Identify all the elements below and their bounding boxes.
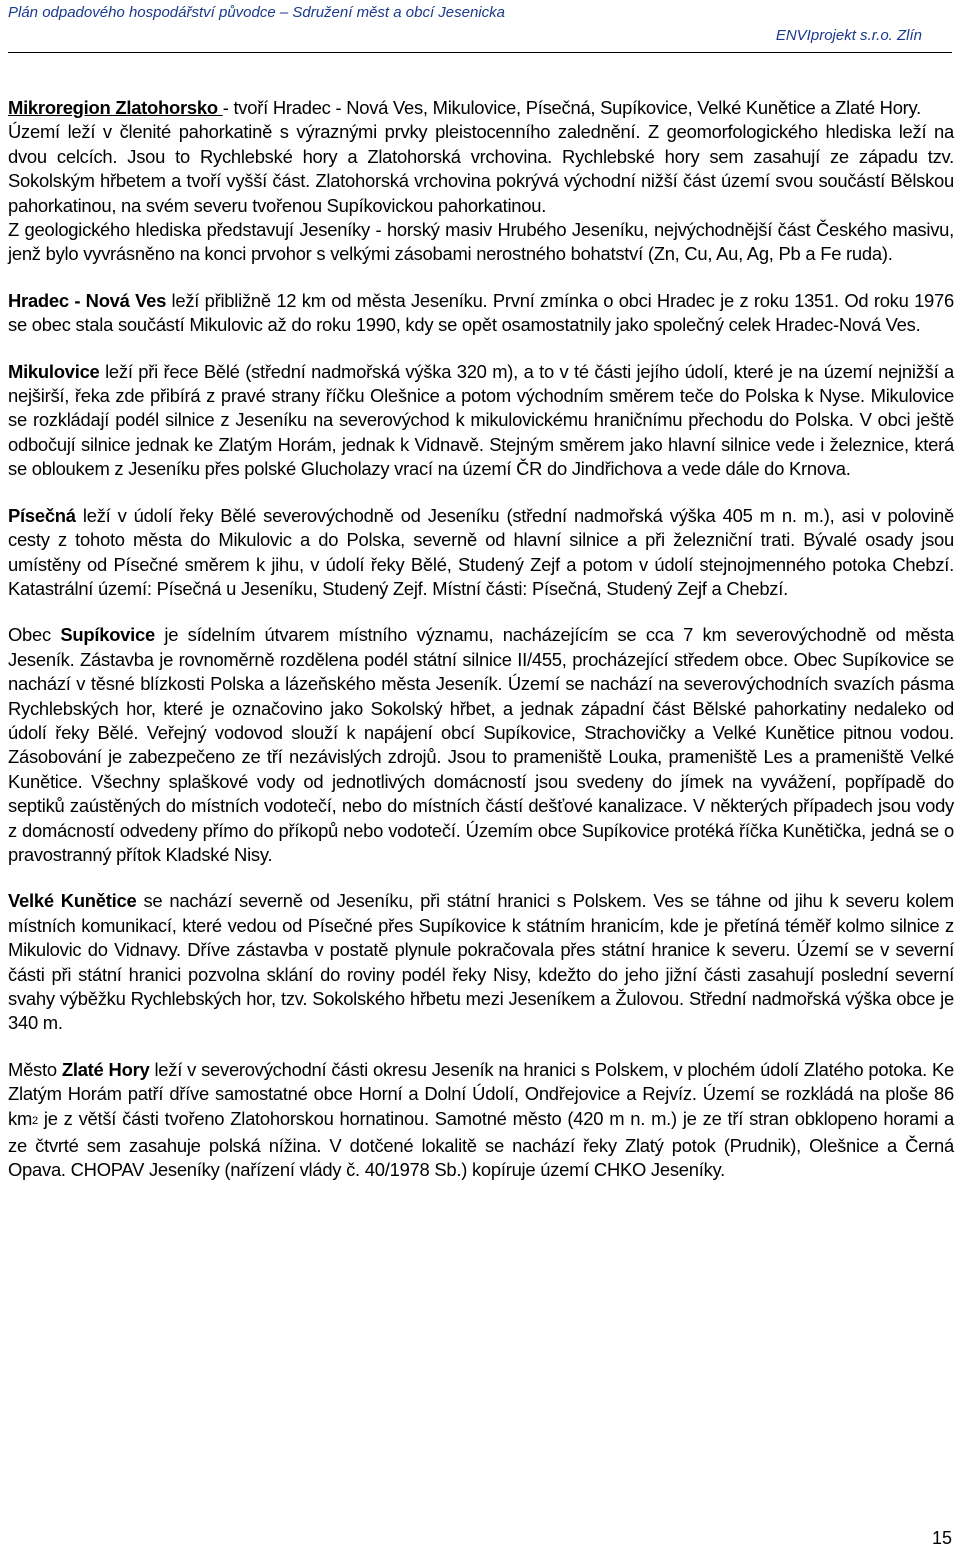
supikovice-prefix: Obec [8,624,61,646]
paragraph-mikulovice [8,360,954,482]
paragraph-hradec [8,289,954,338]
hradec-heading: Hradec - Nová Ves [8,289,167,311]
zlate-hory-text-1: leží v severovýchodní části okresu Jeseník na hranici s Polskem, v plochém údolí Zlatého potoka. Ke Zlatým Horám patří dříve samostatné obce Horní a Dolní Údolí, Ondřejovice a Rejvíz. Území se rozkládá na ploše 86 km [8,1058,954,1129]
document-body [8,96,954,1205]
hradec-text: leží přibližně 12 km od města Jeseníku. První zmínka o obci Hradec je z roku 1351. Od roku 1976 se obec stala součástí Mikulovic až do roku 1990, kdy se opět osamostatnily jako společný celek Hradec-Nová Ves. [8,289,954,336]
velke-kunetice-heading: Velké Kunětice [8,890,137,912]
page-number: 15 [931,1528,952,1548]
zlate-hory-heading: Zlaté Hory [61,1058,150,1080]
zlate-hory-prefix: Město [8,1058,62,1080]
header-title: Plán odpadového hospodářství původce – Sdružení měst a obcí Jesenicka [8,4,505,21]
superscript-two: 2 [32,1114,38,1127]
supikovice-text: je sídelním útvarem místního významu, nacházejícím se cca 7 km severovýchodně od města Jeseník. Zástavba je rovnoměrně rozdělena podél státní silnice II/455, procházející středem obce. Obec Supíkovice se nachází v těsné blízkosti Polska a lázeňského města Jeseník. Území se nachází na severovýchodních svazích pásma Rychlebských hor, které je označovino jako Sokolský hřbet, a jednak západní část Bělské pahorkatiny nedaleko od údolí řeky Bělé. Veřejný vodovod slouží k napájení obcí Supíkovice, Strachovičky a Velké Kunětice pitnou vodou. Zásobování je zabezpečeno ze tří nezávislých zdrojů. Jsou to prameniště Louka, prameniště Les a prameniště Velké Kunětice. Všechny splaškové vody od jednotlivých domácností jsou svedeny do jímek na vyvážení, popřípadě do septiků zaústěných do místních vodotečí, nebo do místních částí dešťové kanalizace. V některých případech jsou vody z domácností odvedeny přímo do příkopů nebo vodotečí. Územím obce Supíkovice protéká říčka Kunětička, jedná se o pravostranný přítok Kladské Nisy. [8,624,954,865]
mikulovice-heading: Mikulovice [8,360,100,382]
paragraph-geology: Z geologického hlediska představují Jeseníky - horský masiv Hrubého Jeseníku, nejvýchodnější část Českého masivu, jenž bylo vyvrásněno na konci prvohor s velkými zásobami nerostného bohatství (Zn, Cu, Au, Ag, Pb a Fe ruda). [8,219,954,265]
zlate-hory-text-2: je z větší části tvořeno Zlatohorskou hornatinou. Samotné město (420 m n. m.) je ze tří stran obklopeno horami a ze čtvrté sem zasahuje polská nížina. V dotčené lokalitě se nachází řeky Zlatý potok (Prudnik), Olešnice a Černá Opava. CHOPAV Jeseníky (nařízení vlády č. 40/1978 Sb.) kopíruje území CHKO Jeseníky. [8,1107,954,1181]
paragraph-pisecna [8,504,954,602]
mikroregion-heading: Mikroregion Zlatohorsko [8,97,223,118]
pisecna-heading: Písečná [8,504,76,526]
pisecna-text: leží v údolí řeky Bělé severovýchodně od Jeseníku (střední nadmořská výška 405 m n. m.), asi v polovině cesty z tohoto města do Mikulovic a do Polska, severně od hlavní silnice a při železniční trati. Bývalé osady jsou umístěny od Písečné směrem k jihu, v údolí řeky Bělé, Studený Zejf a potom v údolí stejnojmenného potoka Chebzí. Katastrální území: Písečná u Jeseníku, Studený Zejf. Místní části: Písečná, Studený Zejf a Chebzí. [8,504,954,599]
mikulovice-text: leží při řece Bělé (střední nadmořská výška 320 m), a to v té části jejího údolí, které je na území nejnižší a nejširší, řeka zde přibírá z pravé strany říčku Olešnice a potom východním směrem teče do Polska k Nyse. Mikulovice se rozkládají podél silnice z Jeseníku na severovýchod k mikulovickému hraničnímu přechodu do Polska. V obci ještě odbočují silnice jednak ke Zlatým Horám, jednak k Vidnavě. Stejným směrem jako hlavní silnice vede i železnice, která se obloukem z Jeseníku přes polské Glucholazy vrací na území ČR do Jindřichova a vede dále do Krnova. [8,360,954,480]
paragraph-zlate-hory [8,1058,954,1183]
header-company: ENVIprojekt s.r.o. Zlín [775,27,922,44]
supikovice-heading: Supíkovice [60,624,155,646]
velke-kunetice-text: se nachází severně od Jeseníku, při státní hranici s Polskem. Ves se táhne od jihu k severu kolem místních komunikací, které vedou od Písečné přes Supíkovice k státním hranicím, kde je přetíná téměř kolmo silnice z Mikulovic do Vidnavy. Dříve zástavba v postatě plynule pokračovala přes státní hranice k severu. Území se v severní části při státní hranici pozvolna sklání do roviny podél řeky Nisy, kdežto do jeho jižní části zasahují poslední severní svahy výběžku Rychlebských hor, tzv. Sokolského hřbetu mezi Jeseníkem a Žulovou. Střední nadmořská výška obce je 340 m. [8,890,954,1034]
paragraph-velke-kunetice [8,889,954,1035]
mikroregion-text: - tvoří Hradec - Nová Ves, Mikulovice, Písečná, Supíkovice, Velké Kunětice a Zlaté Hory. [222,97,921,118]
paragraph-mikroregion [8,96,954,120]
page-header [8,0,952,53]
paragraph-geomorphology: Území leží v členité pahorkatině s výraznými prvky pleistocenního zalednění. Z geomorfologického hlediska leží na dvou celcích. Jsou to Rychlebské hory a Zlatohorská vrchovina. Rychlebské hory sem zasahují ze západu tzv. Sokolským hřbetem a tvoří vyšší část. Zlatohorská vrchovina pokrývá východní nižší část území svou součástí Bělskou pahorkatinou, na svém severu tvořenou Supíkovickou pahorkatinou. [8,121,954,216]
paragraph-supikovice [8,623,954,867]
